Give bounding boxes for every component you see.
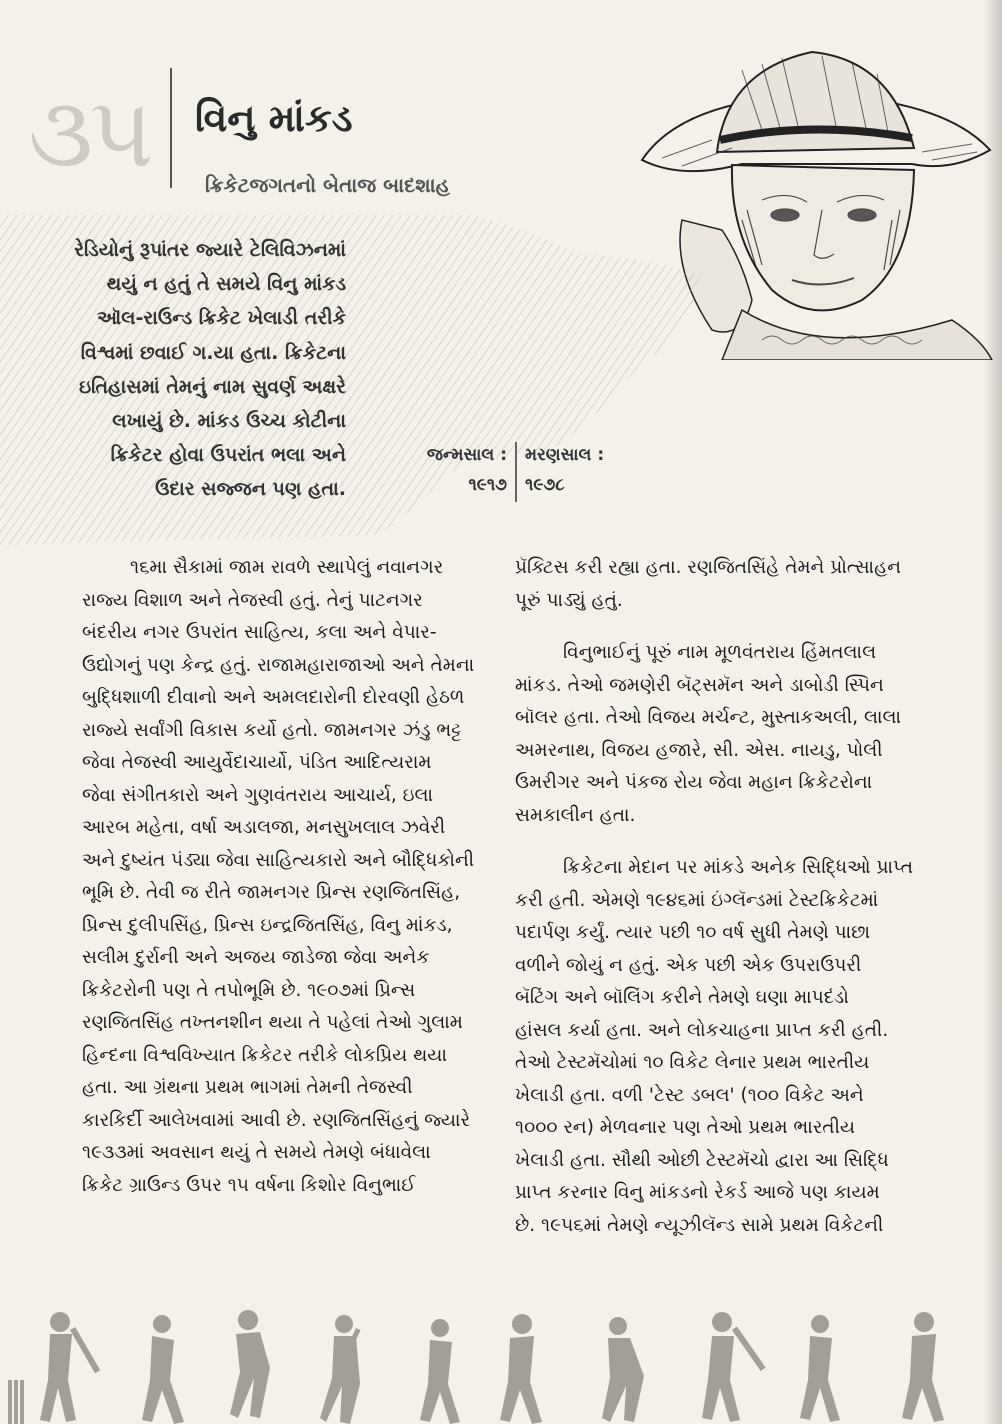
body-line: છે. ૧૯૫૬માં તેમણે ન્યૂઝીલૅન્ડ સામે પ્રથમ વિકેટની bbox=[515, 1214, 884, 1236]
birth-label: જન્મસાલ : bbox=[426, 445, 507, 465]
body-line: ખેલાડી હતા. સૌથી ઓછી ટેસ્ટમૅચો દ્વારા આ સિદ્ધિ bbox=[515, 1149, 889, 1171]
body-column-right bbox=[515, 552, 947, 1242]
body-line: માંકડ. તેઓ જમણેરી બૅટ્સમૅન અને ડાબોડી સ્પિન bbox=[515, 674, 884, 696]
body-line: ૧૦૦૦ રન) મેળવનાર પણ તેઓ પ્રથમ ભારતીય bbox=[515, 1117, 856, 1138]
body-line: જેવા તેજસ્વી આયુર્વેદાચાર્યો, પંડિત આદિત્યરામ bbox=[82, 752, 432, 773]
life-years-divider bbox=[515, 442, 517, 502]
body-line: ક્રિકેટ ગ્રાઉન્ડ ઉપર ૧૫ વર્ષના કિશોર વિનુભાઈ bbox=[82, 1174, 416, 1196]
body-line: કારકિર્દી આલેખવામાં આવી છે. રણજિતસિંહનું જ્યારે bbox=[82, 1109, 471, 1131]
intro-line: વિશ્વમાં છવાઈ ગ.યા હતા. ક્રિકેટના bbox=[80, 341, 346, 364]
body-line: ખેલાડી હતા. વળી 'ટેસ્ટ ડબલ' (૧૦૦ વિકેટ અને bbox=[515, 1084, 864, 1106]
body-line: બૅટિંગ અને બૉલિંગ કરીને તેમણે ઘણા માપદંડો bbox=[515, 987, 849, 1008]
chapter-number: ૩૫ bbox=[28, 76, 150, 190]
body-line: વિનુભાઈનું પૂરું નામ મૂળવંતરાય હિંમતલાલ bbox=[563, 642, 877, 663]
body-column-left bbox=[82, 552, 507, 1202]
body-line: પ્રૅક્ટિસ કરી રહ્યા હતા. રણજિતસિંહે તેમને પ્રોત્સાહન bbox=[515, 557, 902, 578]
body-line: પ્રિન્સ દુલીપસિંહ, પ્રિન્સ ઇન્દ્રજિતસિંહ, વિનુ માંકડ, bbox=[82, 914, 453, 936]
body-line: હાંસલ કર્યા હતા. અને લોકચાહના પ્રાપ્ત કરી હતી. bbox=[515, 1019, 889, 1041]
death-year: ૧૯૭૮ bbox=[525, 475, 565, 495]
body-line: પૂરું પાડ્યું હતું. bbox=[515, 589, 623, 611]
body-line: વળીને જોયું ન હતું. એક પછી એક ઉપરાઉપરી bbox=[515, 954, 862, 976]
cricket-players-footer-illustration bbox=[0, 1300, 1002, 1424]
intro-line: ઉદાર સજ્જન પણ હતા. bbox=[155, 478, 346, 501]
death-block bbox=[525, 442, 625, 502]
body-line: ક્રિકેટરોની પણ તે તપોભૂમિ છે. ૧૯૦૭માં પ્રિન્સ bbox=[82, 979, 416, 1001]
intro-line: ઑલ-રાઉન્ડ ક્રિકેટ ખેલાડી તરીકે bbox=[96, 307, 346, 330]
title-divider bbox=[170, 68, 172, 188]
death-label: મરણસાલ : bbox=[525, 445, 605, 465]
body-line: રાજ્યે સર્વાંગી વિકાસ કર્યો હતો. જામનગર ઝંડુ ભટ્ટ bbox=[82, 719, 462, 741]
intro-line: ક્રિકેટર હોવા ઉપરાંત ભલા અને bbox=[110, 444, 346, 467]
chapter-title: વિનુ માંકડ bbox=[195, 96, 353, 140]
body-line: પદાર્પણ કર્યું. ત્યાર પછી ૧૦ વર્ષ સુધી તેમણે પાછા bbox=[515, 922, 871, 943]
intro-line: લખાયું છે. માંકડ ઉચ્ચ કોટીના bbox=[112, 410, 346, 433]
body-line: સલીમ દુર્રાની અને અજય જાડેજા જેવા અનેક bbox=[82, 947, 430, 968]
body-line: સમકાલીન હતા. bbox=[515, 804, 636, 826]
body-line: ૧૯૩૩માં અવસાન થયું તે સમયે તેમણે બંધાવેલા bbox=[82, 1142, 431, 1163]
body-line: આરબ મહેતા, વર્ષા અડાલજા, મનસુખલાલ ઝવેરી bbox=[82, 817, 446, 838]
body-line: ઉમરીગર અને પંકજ રોય જેવા મહાન ક્રિકેટરોના bbox=[515, 772, 873, 793]
body-line: પ્રાપ્ત કરનાર વિનુ માંકડનો રેકર્ડ આજે પણ કાયમ bbox=[515, 1182, 880, 1203]
body-line: ભૂમિ છે. તેવી જ રીતે જામનગર પ્રિન્સ રણજિતસિંહ, bbox=[82, 882, 461, 903]
body-line: તેઓ ટેસ્ટમૅચોમાં ૧૦ વિકેટ લેનાર પ્રથમ ભારતીય bbox=[515, 1052, 870, 1073]
body-line: રાજ્ય વિશાળ અને તેજસ્વી હતું. તેનું પાટનગર bbox=[82, 589, 423, 611]
paragraph-gap bbox=[515, 832, 947, 852]
life-years-box bbox=[425, 442, 635, 510]
body-line: બૉલર હતા. તેઓ વિજય મર્ચન્ટ, મુસ્તાકઅલી, લાલા bbox=[515, 707, 902, 728]
body-line: ઉદ્યોગનું પણ કેન્દ્ર હતું. રાજામહારાજાઓ અને તેમના bbox=[82, 654, 475, 676]
body-line: બુદ્ધિશાળી દીવાનો અને અમલદારોની દોરવણી હેઠળ bbox=[82, 687, 465, 708]
body-line: હતા. આ ગ્રંથના પ્રથમ ભાગમાં તેમની તેજસ્વી bbox=[82, 1077, 413, 1098]
birth-year: ૧૯૧૭ bbox=[468, 475, 507, 495]
body-line: બંદરીય નગર ઉપરાંત સાહિત્ય, કલા અને વેપાર- bbox=[82, 622, 437, 643]
intro-line: રેડિયોનું રૂપાંતર જ્યારે ટેલિવિઝનમાં bbox=[74, 239, 346, 261]
body-line: જેવા સંગીતકારો અને ગુણવંતરાય આચાર્ય, ઇલા bbox=[82, 784, 434, 806]
birth-block bbox=[425, 442, 507, 502]
intro-summary bbox=[0, 233, 346, 507]
intro-line: થયું ન હતું તે સમયે વિનુ માંકડ bbox=[106, 273, 346, 296]
body-line: ૧૬મા સૈકામાં જામ રાવળે સ્થાપેલું નવાનગર bbox=[130, 557, 444, 578]
body-line: રણજિતસિંહ તખ્તનશીન થયા તે પહેલાં તેઓ ગુલામ bbox=[82, 1012, 463, 1033]
intro-line: ઇતિહાસમાં તેમનું નામ સુવર્ણ અક્ષરે bbox=[78, 375, 346, 398]
body-line: હિન્દના વિશ્વવિખ્યાત ક્રિકેટર તરીકે લોકપ્રિય થયા bbox=[82, 1044, 447, 1066]
body-line: અમરનાથ, વિજય હજારે, સી. એસ. નાયડુ, પોલી bbox=[515, 739, 883, 761]
body-line: કરી હતી. એમણે ૧૯૪૬માં ઇંગ્લૅન્ડમાં ટેસ્ટક્રિકેટમાં bbox=[515, 889, 879, 911]
body-line: ક્રિકેટના મેદાન પર માંકડે અનેક સિદ્ધિઓ પ્રાપ્ત bbox=[563, 857, 913, 878]
chapter-subtitle: ક્રિકેટજગતનો બેતાજ બાદશાહ bbox=[205, 173, 450, 197]
body-line: અને દુષ્યંત પંડ્યા જેવા સાહિત્યકારો અને બૌદ્ધિકોની bbox=[82, 849, 475, 871]
paragraph-gap bbox=[515, 617, 947, 637]
